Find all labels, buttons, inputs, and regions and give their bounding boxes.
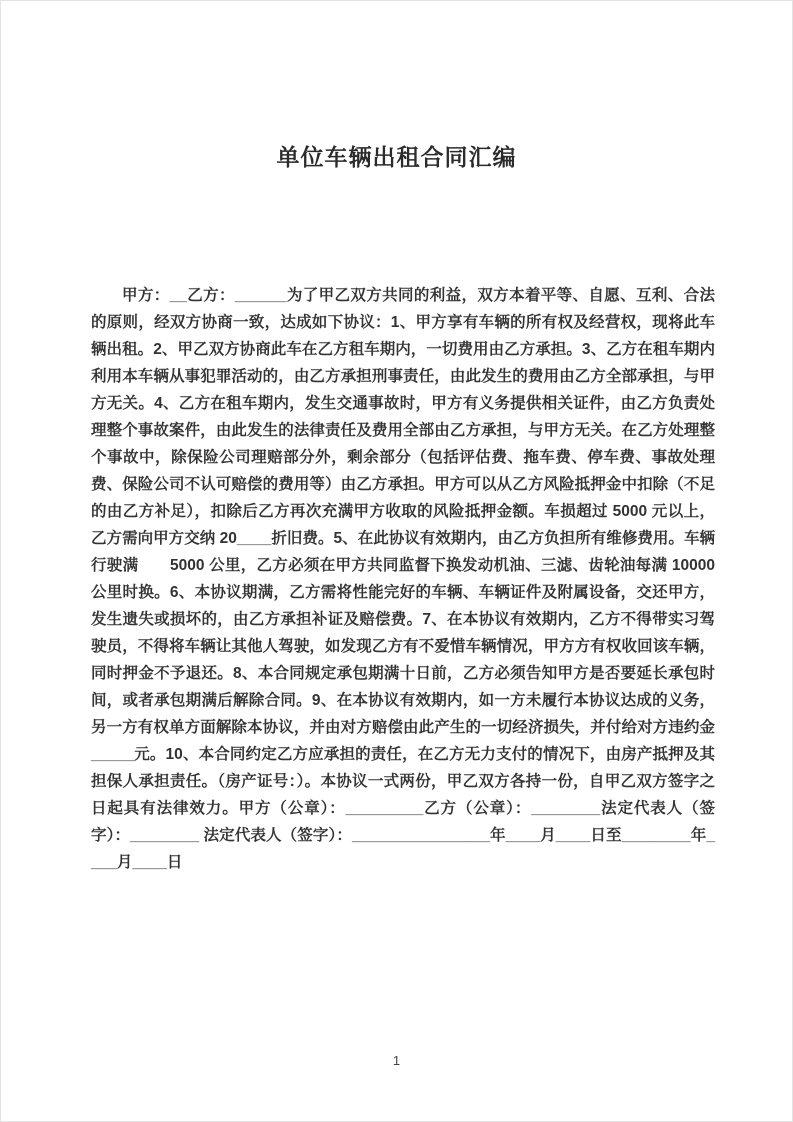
document-body-paragraph: 甲方：__乙方：______为了甲乙双方共同的利益，双方本着平等、自愿、互利、合法的原则，经双方协商一致，达成如下协议：1、甲方享有车辆的所有权及经营权，现将此车辆出租。2、甲乙双方协商此车在乙方租车期内，一切费用由乙方承担。3、乙方在租车期内利用本车辆从事犯罪活动的，由乙方承担刑事责任，由此发生的费用由乙方全部承担，与甲方无关。4、乙方在租车期内，发生交通事故时，甲方有义务提供相关证件，由乙方负责处理整个事故案件，由此发生的法律责任及费用全部由乙方承担，与甲方无关。在乙方处理整个事故中，除保险公司理赔部分外，剩余部分（包括评估费、拖车费、停车费、事故处理费、保险公司不认可赔偿的费用等）由乙方承担。甲方可以从乙方风险抵押金中扣除（不足的由乙方补足），扣除后乙方再次充满甲方收取的风险抵押金额。车损超过 5000 元以上，乙方需向甲方交纳 20____折旧费。5、在此协议有效期内，由乙方负担所有维修费用。车辆行驶满 5000 公里，乙方必须在甲方共同监督下换发动机油、三滤、齿轮油每满 10000 公里时换。6、本协议期满，乙方需将性能完好的车辆、车辆证件及附属设备，交还甲方，发生遗失或损坏的，由乙方承担补证及赔偿费。7、在本协议有效期内，乙方不得带实习驾驶员，不得将车辆让其他人驾驶，如发现乙方有不爱惜车辆情况，甲方方有权收回该车辆，同时押金不予退还。8、本合同规定承包期满十日前，乙方必须告知甲方是否要延长承包时间，或者承包期满后解除合同。9、在本协议有效期内，如一方未履行本协议达成的义务，另一方有权单方面解除本协议，并由对方赔偿由此产生的一切经济损失，并付给对方违约金_____元。10、本合同约定乙方应承担的责任，在乙方无力支付的情况下，由房产抵押及其担保人承担责任。（房产证号：）。本协议一式两份，甲乙双方各持一份，自甲乙双方签字之日起具有法律效力。甲方（公章）：_________乙方（公章）：________法定代表人（签字）：________ 法定代表人（签字）：________________年____月____日至________年____月____日	[91, 287, 715, 871]
page-number: 1	[392, 1053, 401, 1068]
document-title: 单位车辆出租合同汇编	[276, 144, 517, 170]
